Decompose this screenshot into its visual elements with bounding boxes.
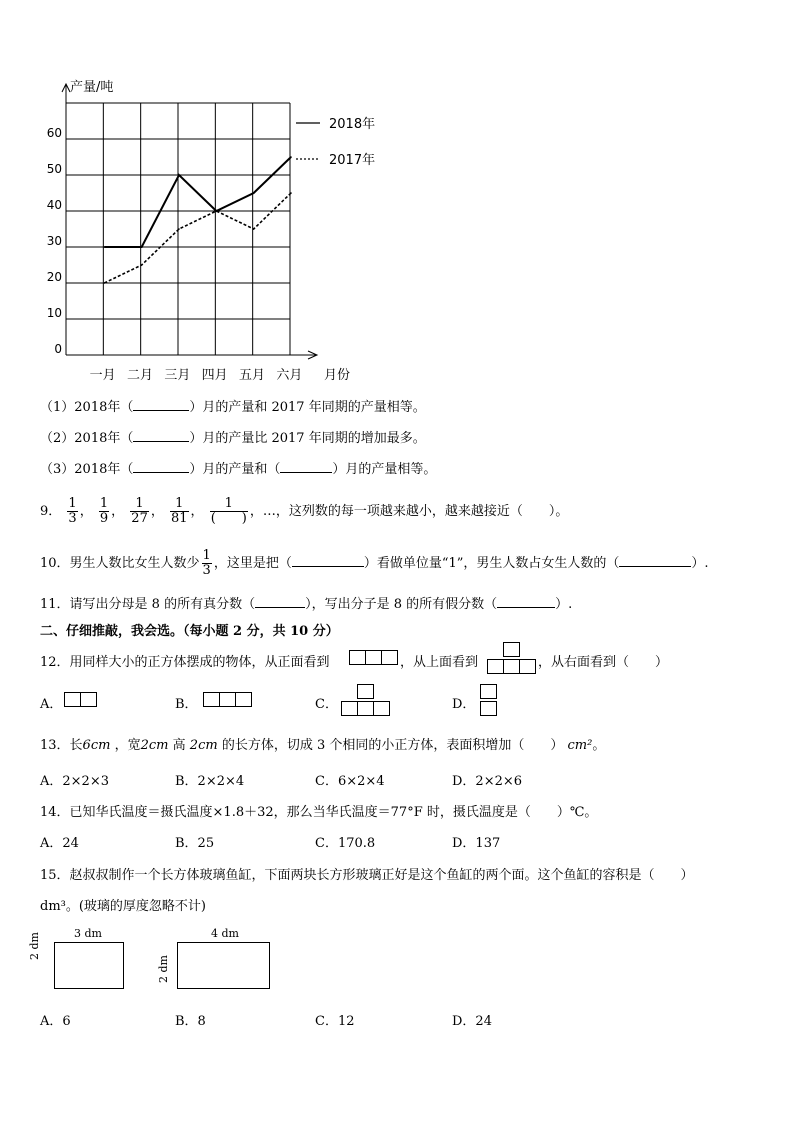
q12-option-a[interactable]: A．: [40, 697, 63, 712]
q15-option-a[interactable]: A．6: [40, 1014, 71, 1029]
q9: 9． $\frac{1}{3}$ ， $\frac{1}{9}$ ， $\frac{1}{27}$ ， $\frac{1}{81}$ ， $\frac{1}{( )}$ ，…，这列数的每一项越来越小，越来越接近（ ）。: [40, 496, 569, 526]
x-tick-label: 四月: [201, 368, 228, 383]
q14-option-a[interactable]: A．24: [40, 836, 79, 851]
fraction-1-3: $\frac{1}{3}$: [68, 496, 77, 526]
x-tick-label: 二月: [126, 368, 154, 383]
q15-option-d[interactable]: D．24: [452, 1014, 492, 1029]
q14-option-b[interactable]: B．25: [175, 836, 215, 851]
y-tick-label: 10: [46, 306, 62, 320]
data-point-2017年: [290, 192, 292, 194]
q13-option-c[interactable]: C．6×2×4: [315, 774, 385, 789]
q8-sub1: （1）2018年（ ）月的产量和 2017 年同期的产量相等。: [40, 400, 426, 415]
answer-blank[interactable]: [133, 410, 189, 411]
q12-text-post: ，从右面看到（ ）: [538, 655, 669, 670]
q15-rect2-top-label: 4 dm: [211, 927, 239, 940]
fraction-1-81: $\frac{1}{81}$: [171, 496, 188, 526]
production-line-chart: [40, 78, 376, 388]
q12-text-pre: 12．用同样大小的正方体摆成的物体，从正面看到: [40, 655, 330, 670]
fraction-1-27: $\frac{1}{27}$: [131, 496, 148, 526]
q14-option-c[interactable]: C．170.8: [315, 836, 376, 851]
section-2-header: 二、仔细推敲，我会选。（每小题 2 分，共 10 分）: [40, 624, 339, 639]
answer-blank[interactable]: [255, 607, 305, 608]
y-tick-label: 40: [46, 198, 62, 212]
x-tick-label: 五月: [238, 368, 266, 383]
data-point-2017年: [216, 210, 218, 212]
q8-sub3: （3）2018年（ ）月的产量和（ ）月的产量相等。: [40, 462, 437, 477]
q15-rect2: [177, 942, 270, 989]
x-tick-label: 一月: [89, 368, 116, 383]
q15-rect1: [54, 942, 124, 989]
q12-text-mid: ，从上面看到: [400, 655, 479, 670]
y-tick-label: 20: [46, 270, 62, 284]
q13-option-a[interactable]: A．2×2×3: [40, 774, 109, 789]
answer-blank[interactable]: [292, 566, 364, 567]
series-line-2018年: [104, 157, 291, 247]
q12-option-b[interactable]: B．: [175, 697, 198, 712]
q15-line1: 15．赵叔叔制作一个长方体玻璃鱼缸，下面两块长方形玻璃正好是这个鱼缸的两个面。这个鱼缸的容积是（ ）: [40, 868, 694, 883]
data-point-2017年: [253, 228, 255, 230]
data-point-2018年: [253, 192, 255, 194]
q14-option-d[interactable]: D．137: [452, 836, 501, 851]
q14: 14．已知华氏温度＝摄氏温度×1.8＋32，那么当华氏温度＝77°F 时，摄氏温度是（ ）℃。: [40, 805, 598, 820]
data-point-2017年: [104, 282, 106, 284]
q11: 11．请写出分母是 8 的所有真分数（ ），写出分子是 8 的所有假分数（ ）.: [40, 597, 573, 612]
q15-option-c[interactable]: C．12: [315, 1014, 355, 1029]
chart-axes: [62, 84, 317, 359]
answer-blank[interactable]: [619, 566, 691, 567]
x-tick-label: 六月: [276, 368, 303, 383]
data-point-2018年: [141, 246, 143, 248]
data-point-2017年: [141, 264, 143, 266]
q15-option-b[interactable]: B．8: [175, 1014, 206, 1029]
y-tick-label: 50: [46, 162, 62, 176]
q12-option-c[interactable]: C．: [315, 697, 338, 712]
series-line-2017年: [104, 193, 291, 283]
fraction-1-blank[interactable]: $\frac{1}{( )}$: [210, 496, 247, 526]
data-point-2018年: [178, 174, 180, 176]
q15-rect1-top-label: 3 dm: [74, 927, 102, 940]
legend-label: 2017年: [329, 153, 376, 168]
x-axis-title: 月份: [324, 368, 351, 383]
q15-rect2-side-label: 2 dm: [157, 955, 170, 983]
q15-rect1-side-label: 2 dm: [28, 932, 41, 960]
data-point-2017年: [178, 228, 180, 230]
answer-blank[interactable]: [133, 472, 189, 473]
q10: 10．男生人数比女生人数少 $\frac{1}{3}$ ，这里是把（ ）看做单位量“1”，男生人数占女生人数的（ ）.: [40, 548, 709, 578]
q13-option-b[interactable]: B．2×2×4: [175, 774, 245, 789]
x-tick-labels: [90, 368, 303, 383]
chart-legend: [296, 116, 375, 168]
q12-option-d[interactable]: D．: [452, 697, 476, 712]
y-axis-title: 产量/吨: [70, 80, 114, 95]
y-tick-labels: [47, 126, 62, 356]
data-point-2018年: [104, 246, 106, 248]
y-tick-label: 0: [54, 342, 62, 356]
answer-blank[interactable]: [280, 472, 332, 473]
q13: 13．长6cm ，宽2cm 高 2cm 的长方体，切成 3 个相同的小正方体，表面积增加（ ） cm²。: [40, 738, 606, 753]
x-tick-label: 三月: [164, 368, 191, 383]
fraction-1-3: $\frac{1}{3}$: [202, 548, 211, 578]
answer-blank[interactable]: [497, 607, 555, 608]
fraction-1-9: $\frac{1}{9}$: [99, 496, 109, 526]
answer-blank[interactable]: [133, 441, 189, 442]
data-point-2018年: [290, 156, 292, 158]
q8-sub2: （2）2018年（ ）月的产量比 2017 年同期的增加最多。: [40, 431, 426, 446]
q13-option-d[interactable]: D．2×2×6: [452, 774, 523, 789]
q15-line2: dm³。(玻璃的厚度忽略不计): [40, 899, 207, 914]
y-tick-label: 60: [46, 126, 62, 140]
y-tick-label: 30: [46, 234, 62, 248]
legend-label: 2018年: [329, 117, 376, 132]
